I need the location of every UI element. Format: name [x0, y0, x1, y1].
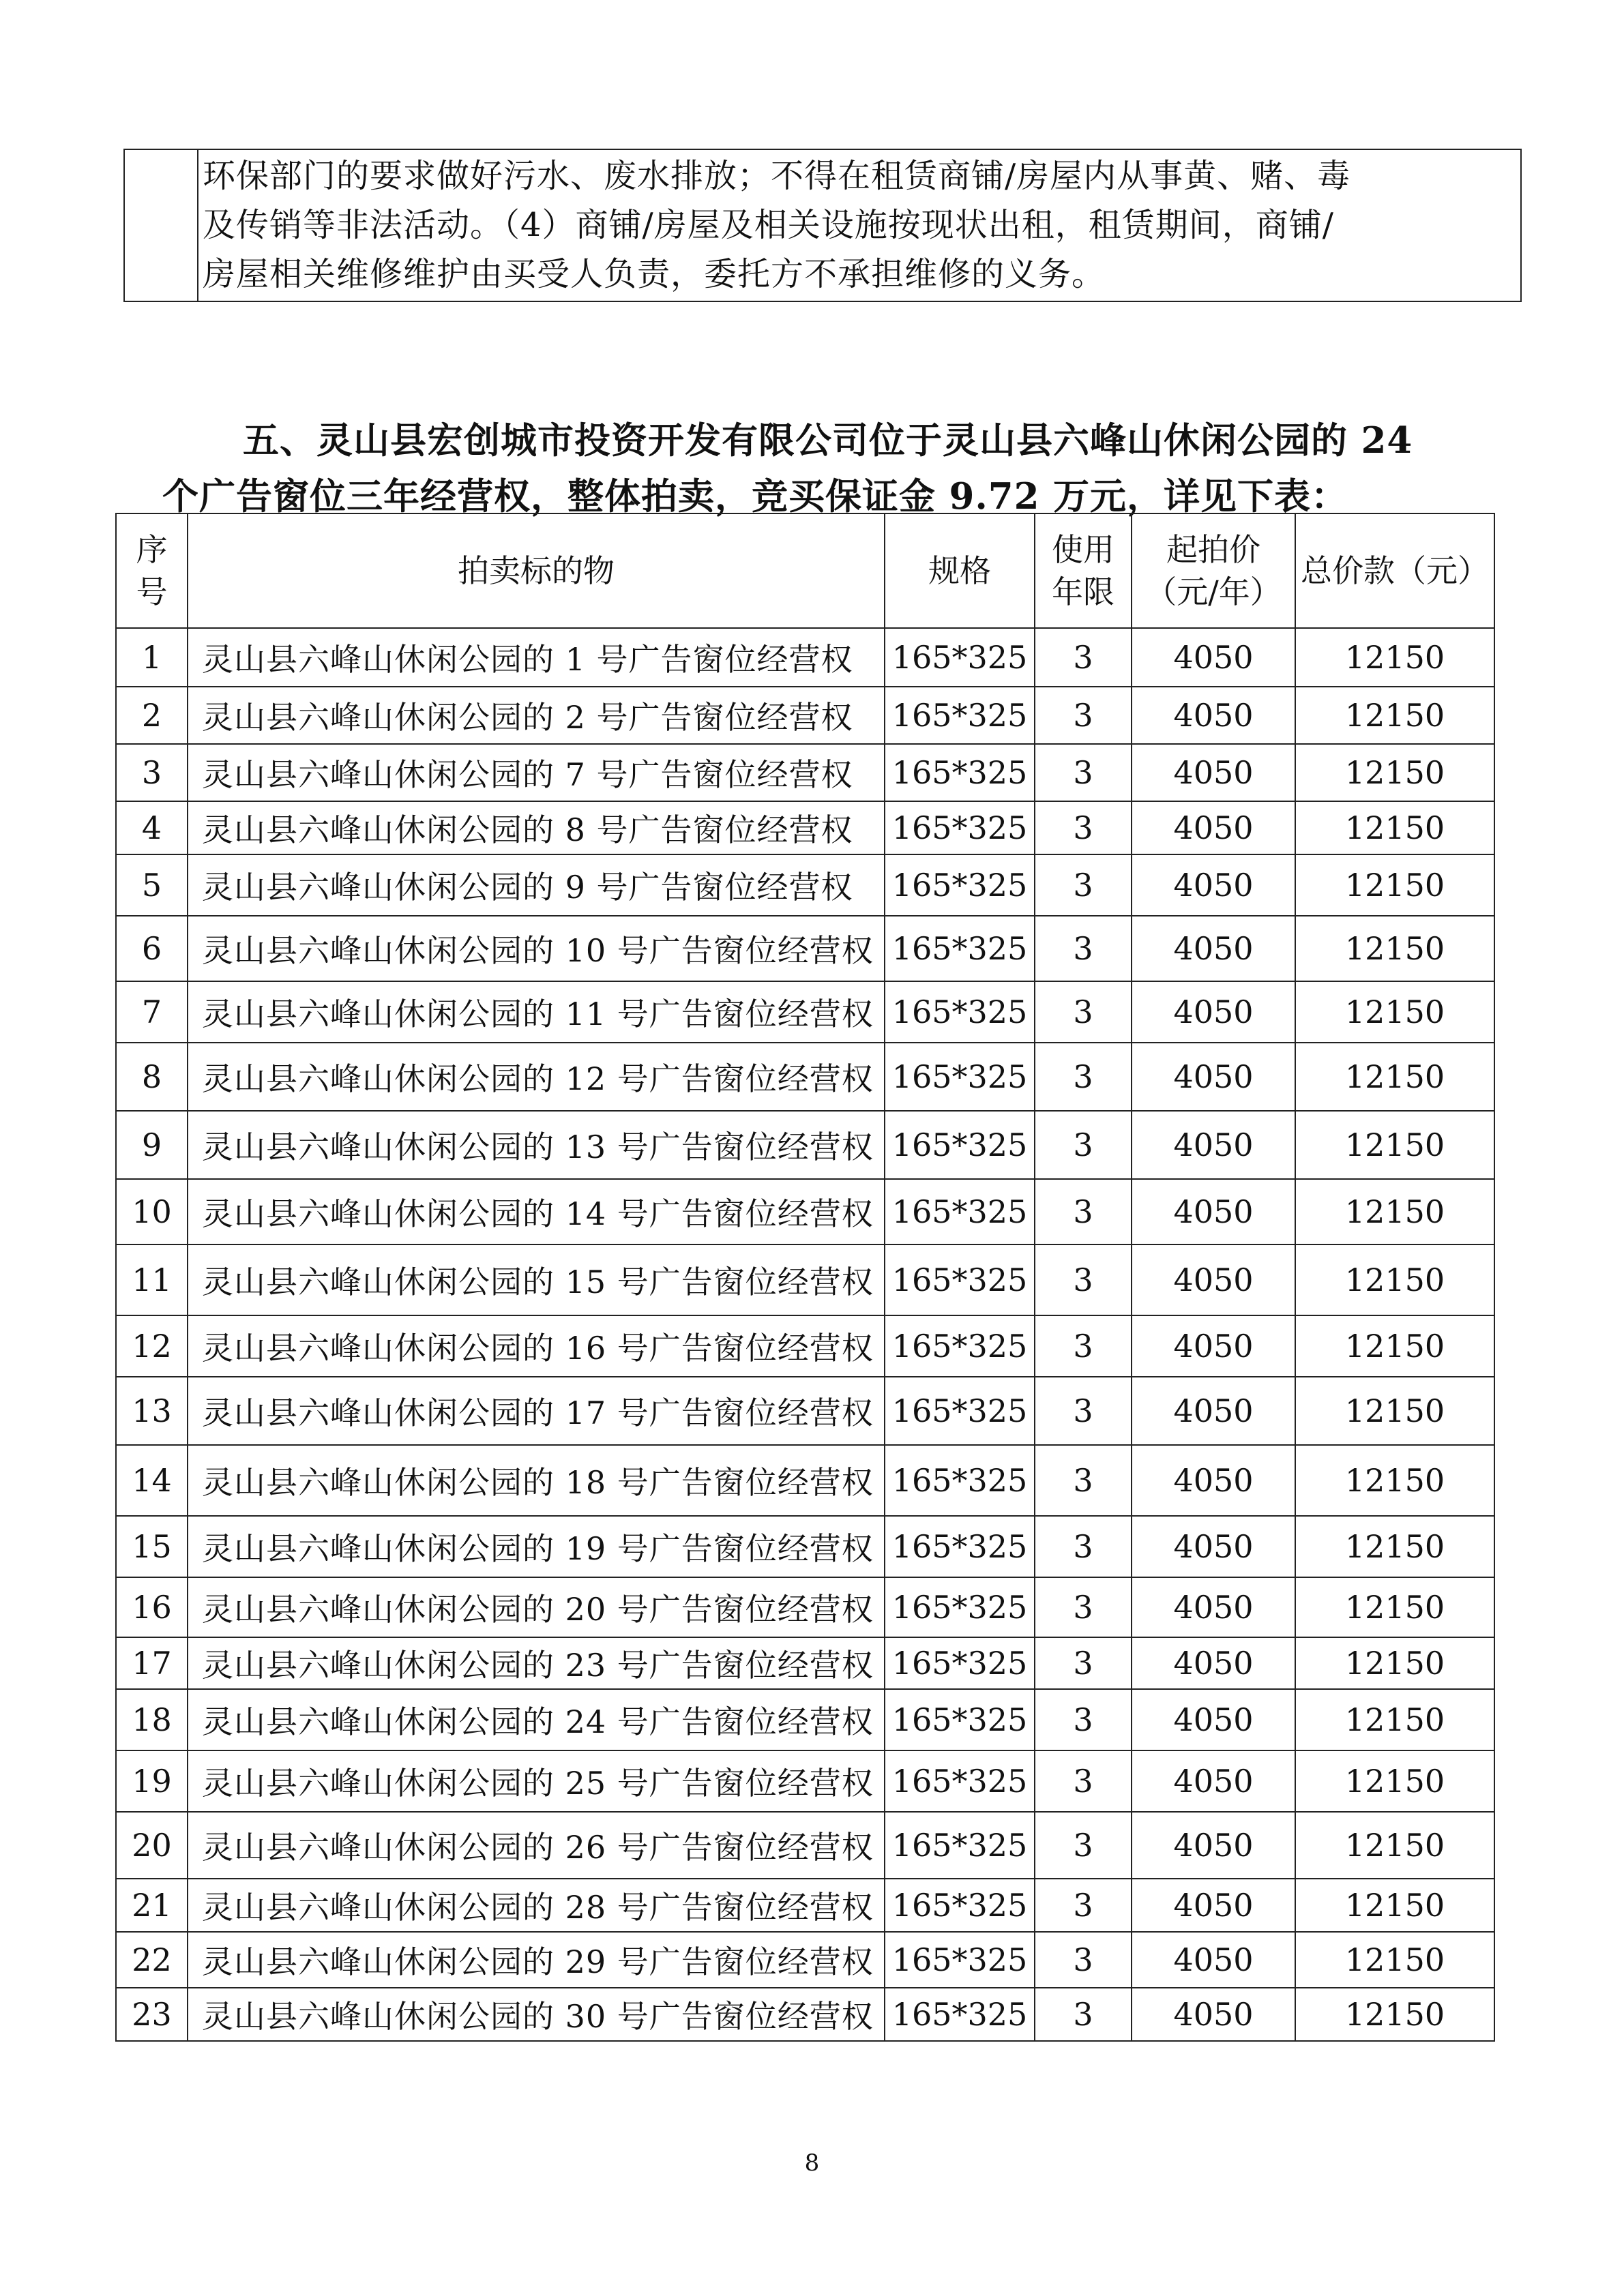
cell-years: 3 — [1035, 1516, 1132, 1577]
table-row — [116, 628, 1494, 687]
cell-years: 3 — [1035, 1689, 1132, 1750]
cell-total: 12150 — [1295, 1377, 1494, 1445]
cell-years: 3 — [1035, 744, 1132, 801]
cell-price: 4050 — [1132, 744, 1295, 801]
cell-years: 3 — [1035, 1988, 1132, 2041]
cell-item: 灵山县六峰山休闲公园的 12 号广告窗位经营权 — [188, 1043, 885, 1111]
cell-price: 4050 — [1132, 1516, 1295, 1577]
cell-total: 12150 — [1295, 628, 1494, 687]
cell-years: 3 — [1035, 1377, 1132, 1445]
page-number: 8 — [804, 2149, 820, 2177]
continuation-text-line: 环保部门的要求做好污水、废水排放；不得在租赁商铺/房屋内从事黄、赌、毒 — [203, 157, 1351, 195]
cell-price: 4050 — [1132, 1445, 1295, 1516]
table-row — [116, 1750, 1494, 1812]
cell-seq: 22 — [116, 1932, 188, 1988]
cell-price: 4050 — [1132, 1315, 1295, 1377]
section-heading-line: 个广告窗位三年经营权，整体拍卖，竞买保证金 9.72 万元，详见下表： — [162, 475, 1348, 518]
cell-item: 灵山县六峰山休闲公园的 1 号广告窗位经营权 — [188, 628, 885, 687]
cell-seq: 14 — [116, 1445, 188, 1516]
cell-seq: 12 — [116, 1315, 188, 1377]
cell-seq: 8 — [116, 1043, 188, 1111]
table-row — [116, 916, 1494, 981]
cell-price: 4050 — [1132, 1179, 1295, 1244]
cell-spec: 165*325 — [885, 744, 1035, 801]
cell-spec: 165*325 — [885, 1879, 1035, 1932]
cell-item: 灵山县六峰山休闲公园的 20 号广告窗位经营权 — [188, 1577, 885, 1637]
cell-spec: 165*325 — [885, 628, 1035, 687]
cell-total: 12150 — [1295, 1750, 1494, 1812]
cell-total: 12150 — [1295, 1988, 1494, 2041]
cell-price: 4050 — [1132, 1637, 1295, 1689]
cell-price: 4050 — [1132, 916, 1295, 981]
cell-total: 12150 — [1295, 1244, 1494, 1315]
cell-total: 12150 — [1295, 854, 1494, 916]
continuation-table — [123, 149, 1522, 302]
cell-years: 3 — [1035, 1043, 1132, 1111]
table-row — [116, 1244, 1494, 1315]
cell-seq: 2 — [116, 687, 188, 744]
cell-item: 灵山县六峰山休闲公园的 11 号广告窗位经营权 — [188, 981, 885, 1043]
cell-seq: 18 — [116, 1689, 188, 1750]
table-row — [116, 1043, 1494, 1111]
cell-seq: 19 — [116, 1750, 188, 1812]
cell-spec: 165*325 — [885, 1043, 1035, 1111]
continuation-text-cell — [198, 149, 1521, 301]
cell-total: 12150 — [1295, 1932, 1494, 1988]
cell-years: 3 — [1035, 1179, 1132, 1244]
cell-item: 灵山县六峰山休闲公园的 15 号广告窗位经营权 — [188, 1244, 885, 1315]
cell-spec: 165*325 — [885, 1315, 1035, 1377]
cell-spec: 165*325 — [885, 1445, 1035, 1516]
cell-years: 3 — [1035, 628, 1132, 687]
cell-item: 灵山县六峰山休闲公园的 26 号广告窗位经营权 — [188, 1812, 885, 1879]
cell-years: 3 — [1035, 1750, 1132, 1812]
table-row — [116, 1988, 1494, 2041]
cell-item: 灵山县六峰山休闲公园的 25 号广告窗位经营权 — [188, 1750, 885, 1812]
table-row — [116, 1689, 1494, 1750]
header-seq-line: 号 — [136, 573, 168, 610]
cell-years: 3 — [1035, 1577, 1132, 1637]
cell-total: 12150 — [1295, 916, 1494, 981]
cell-seq: 11 — [116, 1244, 188, 1315]
cell-total: 12150 — [1295, 1879, 1494, 1932]
cell-spec: 165*325 — [885, 687, 1035, 744]
cell-price: 4050 — [1132, 1812, 1295, 1879]
cell-years: 3 — [1035, 1315, 1132, 1377]
table-row — [116, 1179, 1494, 1244]
table-row — [116, 1577, 1494, 1637]
cell-spec: 165*325 — [885, 1812, 1035, 1879]
cell-years: 3 — [1035, 916, 1132, 981]
cell-spec: 165*325 — [885, 1516, 1035, 1577]
cell-price: 4050 — [1132, 1043, 1295, 1111]
header-years-line: 使用 — [1052, 531, 1114, 568]
cell-spec: 165*325 — [885, 1244, 1035, 1315]
cell-total: 12150 — [1295, 1689, 1494, 1750]
cell-price: 4050 — [1132, 1577, 1295, 1637]
cell-total: 12150 — [1295, 981, 1494, 1043]
cell-total: 12150 — [1295, 744, 1494, 801]
cell-price: 4050 — [1132, 1932, 1295, 1988]
cell-years: 3 — [1035, 1244, 1132, 1315]
cell-price: 4050 — [1132, 801, 1295, 854]
table-row — [116, 1377, 1494, 1445]
cell-total: 12150 — [1295, 1516, 1494, 1577]
cell-seq: 10 — [116, 1179, 188, 1244]
continuation-text-line: 房屋相关维修维护由买受人负责，委托方不承担维修的义务。 — [203, 255, 1106, 293]
table-body — [116, 628, 1494, 2041]
cell-price: 4050 — [1132, 687, 1295, 744]
cell-price: 4050 — [1132, 628, 1295, 687]
section-heading-line: 五、灵山县宏创城市投资开发有限公司位于灵山县六峰山休闲公园的 24 — [243, 419, 1413, 462]
table-row — [116, 854, 1494, 916]
cell-price: 4050 — [1132, 1111, 1295, 1179]
cell-seq: 6 — [116, 916, 188, 981]
cell-years: 3 — [1035, 1812, 1132, 1879]
header-price-line: （元/年） — [1145, 573, 1282, 610]
table-row — [116, 801, 1494, 854]
cell-seq: 21 — [116, 1879, 188, 1932]
cell-price: 4050 — [1132, 854, 1295, 916]
header-seq-line: 序 — [136, 531, 168, 568]
cell-years: 3 — [1035, 1637, 1132, 1689]
table-row — [116, 744, 1494, 801]
table-row — [116, 1111, 1494, 1179]
cell-price: 4050 — [1132, 1750, 1295, 1812]
cell-item: 灵山县六峰山休闲公园的 29 号广告窗位经营权 — [188, 1932, 885, 1988]
cell-total: 12150 — [1295, 1812, 1494, 1879]
header-price — [1132, 513, 1295, 628]
table-row — [116, 1932, 1494, 1988]
cell-seq: 20 — [116, 1812, 188, 1879]
cell-total: 12150 — [1295, 1043, 1494, 1111]
cell-seq: 3 — [116, 744, 188, 801]
cell-spec: 165*325 — [885, 1689, 1035, 1750]
cell-spec: 165*325 — [885, 1577, 1035, 1637]
header-years-line: 年限 — [1052, 573, 1114, 610]
cell-item: 灵山县六峰山休闲公园的 28 号广告窗位经营权 — [188, 1879, 885, 1932]
cell-years: 3 — [1035, 687, 1132, 744]
table-row — [116, 981, 1494, 1043]
cell-price: 4050 — [1132, 1377, 1295, 1445]
cell-seq: 16 — [116, 1577, 188, 1637]
cell-years: 3 — [1035, 854, 1132, 916]
header-item: 拍卖标的物 — [188, 513, 885, 628]
cell-price: 4050 — [1132, 1988, 1295, 2041]
table-row — [116, 1315, 1494, 1377]
header-years — [1035, 513, 1132, 628]
cell-total: 12150 — [1295, 1445, 1494, 1516]
cell-item: 灵山县六峰山休闲公园的 8 号广告窗位经营权 — [188, 801, 885, 854]
table-row — [116, 1879, 1494, 1932]
cell-item: 灵山县六峰山休闲公园的 13 号广告窗位经营权 — [188, 1111, 885, 1179]
cell-seq: 23 — [116, 1988, 188, 2041]
table-row — [116, 687, 1494, 744]
table-row — [116, 1516, 1494, 1577]
cell-item: 灵山县六峰山休闲公园的 14 号广告窗位经营权 — [188, 1179, 885, 1244]
table-row — [116, 1637, 1494, 1689]
cell-seq: 7 — [116, 981, 188, 1043]
auction-table — [115, 513, 1495, 2042]
cell-total: 12150 — [1295, 687, 1494, 744]
header-total: 总价款（元） — [1295, 513, 1494, 628]
cell-price: 4050 — [1132, 1689, 1295, 1750]
cell-item: 灵山县六峰山休闲公园的 10 号广告窗位经营权 — [188, 916, 885, 981]
cell-total: 12150 — [1295, 1111, 1494, 1179]
cell-price: 4050 — [1132, 1244, 1295, 1315]
cell-seq: 15 — [116, 1516, 188, 1577]
cell-item: 灵山县六峰山休闲公园的 2 号广告窗位经营权 — [188, 687, 885, 744]
cell-item: 灵山县六峰山休闲公园的 16 号广告窗位经营权 — [188, 1315, 885, 1377]
cell-price: 4050 — [1132, 1879, 1295, 1932]
cell-item: 灵山县六峰山休闲公园的 24 号广告窗位经营权 — [188, 1689, 885, 1750]
cell-spec: 165*325 — [885, 801, 1035, 854]
cell-years: 3 — [1035, 981, 1132, 1043]
table-header-row — [116, 513, 1494, 628]
header-spec: 规格 — [885, 513, 1035, 628]
cell-seq: 1 — [116, 628, 188, 687]
cell-item: 灵山县六峰山休闲公园的 23 号广告窗位经营权 — [188, 1637, 885, 1689]
cell-spec: 165*325 — [885, 854, 1035, 916]
cell-item: 灵山县六峰山休闲公园的 17 号广告窗位经营权 — [188, 1377, 885, 1445]
cell-total: 12150 — [1295, 1637, 1494, 1689]
continuation-blank-cell — [124, 149, 198, 301]
cell-years: 3 — [1035, 801, 1132, 854]
header-price-line: 起拍价 — [1166, 531, 1260, 568]
header-seq — [116, 513, 188, 628]
cell-total: 12150 — [1295, 801, 1494, 854]
cell-years: 3 — [1035, 1445, 1132, 1516]
table-row — [116, 1445, 1494, 1516]
cell-spec: 165*325 — [885, 1111, 1035, 1179]
cell-years: 3 — [1035, 1932, 1132, 1988]
cell-seq: 17 — [116, 1637, 188, 1689]
cell-spec: 165*325 — [885, 1377, 1035, 1445]
cell-price: 4050 — [1132, 981, 1295, 1043]
cell-spec: 165*325 — [885, 916, 1035, 981]
cell-seq: 5 — [116, 854, 188, 916]
cell-spec: 165*325 — [885, 1932, 1035, 1988]
cell-item: 灵山县六峰山休闲公园的 9 号广告窗位经营权 — [188, 854, 885, 916]
cell-total: 12150 — [1295, 1577, 1494, 1637]
cell-spec: 165*325 — [885, 1179, 1035, 1244]
cell-seq: 4 — [116, 801, 188, 854]
cell-seq: 13 — [116, 1377, 188, 1445]
cell-seq: 9 — [116, 1111, 188, 1179]
cell-item: 灵山县六峰山休闲公园的 19 号广告窗位经营权 — [188, 1516, 885, 1577]
cell-total: 12150 — [1295, 1315, 1494, 1377]
cell-spec: 165*325 — [885, 1637, 1035, 1689]
table-row — [116, 1812, 1494, 1879]
cell-item: 灵山县六峰山休闲公园的 7 号广告窗位经营权 — [188, 744, 885, 801]
cell-spec: 165*325 — [885, 1988, 1035, 2041]
cell-total: 12150 — [1295, 1179, 1494, 1244]
cell-item: 灵山县六峰山休闲公园的 30 号广告窗位经营权 — [188, 1988, 885, 2041]
cell-years: 3 — [1035, 1879, 1132, 1932]
cell-years: 3 — [1035, 1111, 1132, 1179]
cell-spec: 165*325 — [885, 1750, 1035, 1812]
cell-item: 灵山县六峰山休闲公园的 18 号广告窗位经营权 — [188, 1445, 885, 1516]
cell-spec: 165*325 — [885, 981, 1035, 1043]
continuation-text-line: 及传销等非法活动。（4）商铺/房屋及相关设施按现状出租，租赁期间，商铺/ — [203, 206, 1334, 244]
